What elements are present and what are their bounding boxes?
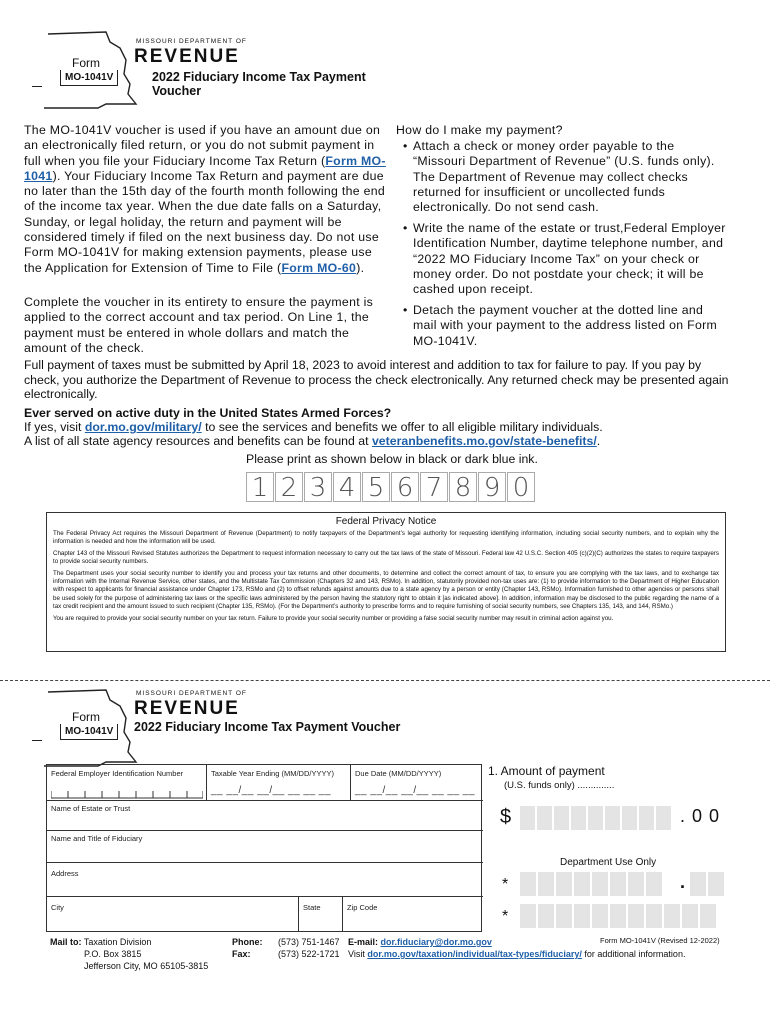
mail-line1: Taxation Division	[83, 937, 152, 947]
fein-field[interactable]	[47, 765, 207, 801]
fiduciary-label: Name and Title of Fiduciary	[51, 834, 143, 843]
dept-top-label: MISSOURI DEPARTMENT OF	[136, 38, 247, 45]
dividing-line	[32, 740, 42, 741]
phone-number: (573) 751-1467	[278, 937, 340, 947]
digit-sample: 5	[362, 472, 390, 502]
fein-digit-ticks	[51, 787, 203, 799]
dept-use-field-1-cents	[690, 872, 730, 896]
state-label: State	[303, 903, 321, 912]
fein-label: Federal Employer Identification Number	[51, 769, 184, 778]
military-line: If yes, visit dor.mo.gov/military/ to see the services and benefits we offer to all eligible military individuals.	[24, 420, 603, 434]
email-line	[348, 936, 492, 948]
military-heading: Ever served on active duty in the United States Armed Forces?	[24, 406, 392, 420]
city-label: City	[51, 903, 64, 912]
due-date-field[interactable]	[351, 765, 483, 801]
form-mo60-link[interactable]: Form MO-60	[281, 260, 357, 275]
mail-to-label: Mail to:	[50, 937, 82, 947]
contact-labels	[232, 936, 263, 960]
form-word: Form	[72, 710, 100, 724]
bullet-2: • Write the name of the estate or trust,Federal Employer Identification Number, daytime telephone number, and “2022 MO Fiduciary Income Tax” on your check or money order. Do not postdate your check; it will be cashed upon receipt.	[403, 221, 726, 297]
city-field[interactable]	[47, 897, 299, 931]
digit-sample-row	[246, 472, 536, 502]
dept-use-star: *	[502, 908, 509, 925]
voucher-title: 2022 Fiduciary Income Tax Payment Voucher	[134, 720, 401, 734]
form-mo1041-link[interactable]: Form MO-1041	[24, 153, 386, 183]
privacy-para: You are required to provide your social security number on your tax return. Failure to provide your social security number or providing a false social security number may result in criminal action against you.	[53, 614, 614, 622]
bullet-dot: •	[403, 139, 408, 153]
email-label: E-mail:	[348, 937, 379, 947]
dept-use-star: *	[502, 876, 509, 893]
digit-sample: 1	[246, 472, 274, 502]
privacy-para: The Department uses your social security number to identify you and process your tax returns and other documents, to determine and collect the correct amount of tax, to ensure you are complying with the tax laws, and to exchange tax information with the Internal Revenue Service, other states, and the Multistate Tax Commission (Chapters 32 and 143, RSMo). In addition, statutorily provided non-tax uses are: (1) to provide information to the Department of Higher Education with respect to applicants for financial assistance under Chapter 173, RSMo and (2) to offset refunds against amounts due to a state agency by a person or entity (Chapter 143, RSMo). Information furnished to other agencies or persons shall be used solely for the purpose of administering tax laws or the specific laws administered by the person having the statutory right to obtain it [as indicated above]. In addition, information may be disclosed to the public regarding the name of a tax credit recipient and the amount issued to such recipient (Chapter 135, RSMo). (For the Department’s authority to prescribe forms and to require furnishing of social security numbers, see Chapters 135, 143, and 144, RSMo.)	[53, 569, 719, 611]
fax-number: (573) 522-1721	[278, 949, 340, 959]
dept-logo-text: REVENUE	[134, 46, 240, 67]
how-heading: How do I make my payment?	[396, 123, 563, 137]
bullet-dot: •	[403, 303, 408, 317]
digit-sample: 0	[507, 472, 535, 502]
mail-line2: P.O. Box 3815	[84, 949, 142, 959]
address-label: Address	[51, 869, 79, 878]
veteran-benefits-link[interactable]: veteranbenefits.mo.gov/state-benefits/	[371, 434, 597, 448]
form-number: MO-1041V	[60, 724, 118, 740]
top-header	[34, 30, 414, 110]
amount-input[interactable]	[520, 806, 678, 830]
contact-values	[278, 936, 340, 960]
bullet-3: • Detach the payment voucher at the dotted line and mail with your payment to the address listed on Form MO-1041V.	[403, 303, 718, 348]
address-field[interactable]	[47, 863, 483, 897]
digit-sample: 6	[391, 472, 419, 502]
military-link[interactable]: dor.mo.gov/military/	[84, 420, 202, 434]
state-field[interactable]	[299, 897, 343, 931]
mail-line3: Jefferson City, MO 65105-3815	[84, 961, 209, 971]
fax-label: Fax:	[232, 949, 251, 959]
digit-sample: 4	[333, 472, 361, 502]
estate-name-field[interactable]	[47, 801, 483, 831]
estate-name-label: Name of Estate or Trust	[51, 804, 131, 813]
voucher-title: 2022 Fiduciary Income Tax Payment Voucher	[152, 70, 366, 98]
detach-line	[0, 680, 770, 681]
due-date-mask: __ __/__ __/__ __ __ __	[355, 785, 475, 796]
digit-sample: 2	[275, 472, 303, 502]
amount-sub: (U.S. funds only) ..............	[504, 780, 615, 791]
mail-to-block	[50, 936, 230, 972]
dept-use-label: Department Use Only	[560, 857, 657, 868]
due-date-label: Due Date (MM/DD/YYYY)	[355, 769, 442, 778]
instructions-para1: The MO-1041V voucher is used if you have an amount due on an electronically filed return, or you do not submit payment in full when you file your Fiduciary Income Tax Return (Form MO-1041). Your Fiduciary Income Tax Return and payment are due no later than the 15th day of the fourth month following the end of the income tax year. When the due date falls on a Saturday, Sunday, or legal holiday, the return and payment will be considered timely if filed on the next business day. Do not use Form MO-1041V for making extension payments, please use the Application for Extension of Time to File (Form MO-60).	[24, 123, 386, 275]
taxable-year-field[interactable]	[207, 765, 351, 801]
email-link[interactable]: dor.fiduciary@dor.mo.gov	[380, 937, 492, 947]
dollar-sign: $	[500, 806, 512, 828]
voucher-header	[34, 688, 414, 768]
visit-line: Visit dor.mo.gov/taxation/individual/tax-types/fiduciary/ for additional information.	[348, 949, 686, 959]
privacy-para: Chapter 143 of the Missouri Revised Statutes authorizes the Department to request information necessary to carry out the tax laws of the state of Missouri. Federal law 42 U.S.C. Section 405 (c)(2)(C) authorizes the states to require taxpayers to provide social security numbers.	[53, 549, 719, 566]
full-payment-text: Full payment of taxes must be submitted by April 18, 2023 to avoid interest and addition to tax for failure to pay. If you pay by check, you authorize the Department of Revenue to process the check electronically. Any returned check may be presented again electronically.	[24, 358, 729, 401]
zip-label: Zip Code	[347, 903, 378, 912]
dividing-line	[32, 86, 42, 87]
veteran-line: A list of all state agency resources and benefits can be found at veteranbenefits.mo.gov/state-benefits/.	[24, 434, 601, 448]
form-word: Form	[72, 56, 100, 70]
fiduciary-page-link[interactable]: dor.mo.gov/taxation/individual/tax-types/fiduciary/	[367, 949, 582, 959]
digit-sample: 3	[304, 472, 332, 502]
form-number: MO-1041V	[60, 70, 118, 86]
privacy-notice-box	[46, 512, 726, 652]
dept-use-dot: .	[680, 872, 686, 892]
dept-use-field-2	[520, 904, 740, 928]
dept-logo-text: REVENUE	[134, 698, 240, 719]
privacy-para: The Federal Privacy Act requires the Missouri Department of Revenue (Department) to notify taxpayers of the Department’s legal authority for requesting identifying information, including social security numbers, and to explain why the information is needed and how the information will be used.	[53, 530, 719, 546]
print-note: Please print as shown below in black or dark blue ink.	[246, 452, 538, 466]
taxable-year-mask: __ __/__ __/__ __ __ __	[211, 785, 331, 796]
amount-cents: . 0 0	[680, 806, 721, 826]
fiduciary-field[interactable]	[47, 831, 483, 863]
amount-label: 1. Amount of payment	[488, 764, 605, 778]
digit-sample: 9	[478, 472, 506, 502]
form-revision: Form MO-1041V (Revised 12-2022)	[600, 936, 720, 945]
voucher-form	[46, 764, 482, 932]
instructions-para2: Complete the voucher in its entirety to ensure the payment is applied to the correct account and tax period. On Line 1, the payment must be entered in whole dollars and match the amount of the check.	[24, 295, 374, 355]
digit-sample: 7	[420, 472, 448, 502]
privacy-title: Federal Privacy Notice	[335, 516, 437, 527]
phone-label: Phone:	[232, 937, 263, 947]
dept-use-field-1	[520, 872, 680, 896]
dept-top-label: MISSOURI DEPARTMENT OF	[136, 690, 247, 697]
zip-field[interactable]	[343, 897, 483, 931]
bullet-dot: •	[403, 221, 408, 235]
taxable-year-label: Taxable Year Ending (MM/DD/YYYY)	[211, 769, 334, 778]
digit-sample: 8	[449, 472, 477, 502]
bullet-1: • Attach a check or money order payable to the “Missouri Department of Revenue” (U.S. funds only). The Department of Revenue may collect checks returned for insufficient or uncollected funds electronically. Do not send cash.	[403, 139, 715, 215]
